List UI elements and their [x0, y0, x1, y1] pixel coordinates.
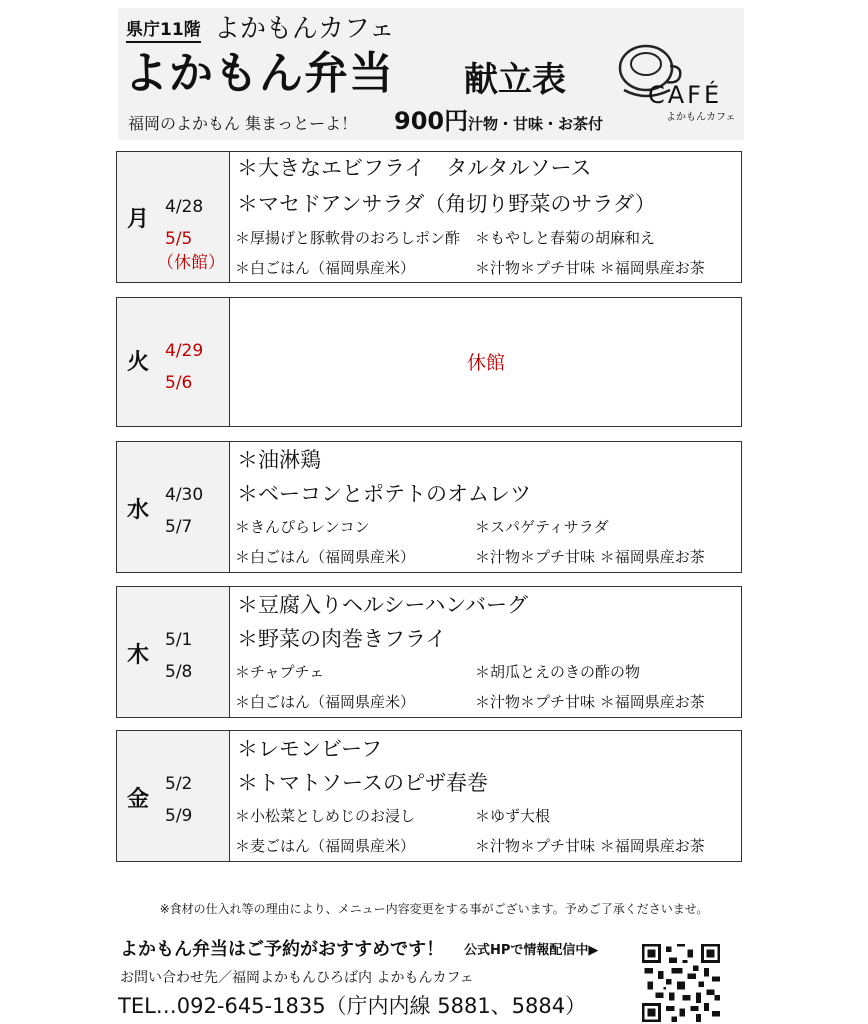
date: 4/28: [165, 197, 204, 217]
day-of-week: 月: [127, 207, 150, 232]
tagline: 福岡のよかもん 集まっとーよ！: [128, 114, 358, 133]
day-label-panel: [117, 298, 230, 426]
date: 5/8: [165, 662, 193, 682]
menu-panel: [231, 152, 741, 282]
date-closed: 5/5: [165, 229, 193, 249]
rice-item: ＊白ごはん（福岡県産米）: [235, 259, 416, 277]
menu-day-monday: [116, 151, 742, 283]
logo-subtext: よかもんカフェ: [666, 112, 736, 123]
logo-text: CAFÉ: [648, 81, 723, 109]
side-dish: ＊ゆず大根: [475, 807, 551, 825]
side-dish: ＊もやしと春菊の胡麻和え: [475, 229, 656, 247]
day-label-panel: [117, 152, 230, 282]
day-of-week: 木: [127, 643, 150, 668]
date: 4/30: [165, 485, 204, 505]
menu-panel: [231, 587, 741, 717]
header: [118, 8, 744, 140]
menu-day-friday: [116, 730, 742, 862]
day-label-panel: [117, 442, 230, 572]
rice-item: ＊白ごはん（福岡県産米）: [235, 548, 416, 566]
date: 5/7: [165, 517, 193, 537]
page-subtitle: 献立表: [464, 60, 566, 100]
main-dish: ＊野菜の肉巻きフライ: [237, 627, 447, 651]
day-of-week: 火: [127, 350, 150, 375]
side-dish: ＊チャプチェ: [235, 663, 325, 681]
menu-day-tuesday: [116, 297, 742, 427]
extras-item: ＊汁物＊プチ甘味 ＊福岡県産お茶: [475, 548, 705, 566]
menu-day-thursday: [116, 586, 742, 718]
qr-code-icon[interactable]: [642, 944, 720, 1022]
main-dish: ＊マセドアンサラダ（角切り野菜のサラダ）: [237, 192, 656, 216]
cafe-name: よかもんカフェ: [214, 14, 395, 44]
menu-panel: [231, 298, 741, 426]
side-dish: ＊胡瓜とえのきの酢の物: [475, 663, 641, 681]
official-hp-link[interactable]: 公式HPで情報配信中▶: [464, 943, 599, 958]
date-closed: 5/6: [165, 373, 193, 393]
reservation-message: よかもん弁当はご予約がおすすめです！: [120, 939, 445, 960]
extras-item: ＊汁物＊プチ甘味 ＊福岡県産お茶: [475, 837, 705, 855]
rice-item: ＊麦ごはん（福岡県産米）: [235, 837, 416, 855]
date: 5/2: [165, 774, 193, 794]
closed-label: 休館: [466, 352, 505, 374]
change-notice: ※食材の仕入れ等の理由により、メニュー内容変更をする事がございます。予めご了承くださいませ。: [159, 902, 709, 916]
day-of-week: 水: [127, 498, 150, 523]
menu-panel: [231, 731, 741, 861]
rice-item: ＊白ごはん（福岡県産米）: [235, 693, 416, 711]
extras-item: ＊汁物＊プチ甘味 ＊福岡県産お茶: [475, 259, 705, 277]
side-dish: ＊厚揚げと豚軟骨のおろしポン酢: [235, 229, 461, 247]
day-of-week: 金: [127, 787, 150, 812]
main-dish: ＊トマトソースのピザ春巻: [237, 771, 488, 795]
side-dish: ＊スパゲティサラダ: [475, 518, 609, 536]
main-dish: ＊油淋鶏: [237, 448, 321, 472]
day-label-panel: [117, 731, 230, 861]
extras-item: ＊汁物＊プチ甘味 ＊福岡県産お茶: [475, 693, 705, 711]
side-dish: ＊きんぴらレンコン: [235, 518, 370, 536]
main-dish: ＊レモンビーフ: [237, 737, 383, 761]
menu-panel: [231, 442, 741, 572]
main-dish: ＊大きなエビフライ タルタルソース: [237, 156, 592, 180]
main-dish: ＊ベーコンとポテトのオムレツ: [237, 482, 531, 506]
main-dish: ＊豆腐入りヘルシーハンバーグ: [237, 593, 528, 617]
closed-note: （休館）: [157, 253, 225, 273]
page-title: よかもん弁当: [124, 48, 394, 99]
date: 5/9: [165, 806, 193, 826]
phone-number[interactable]: TEL…092-645-1835（庁内内線 5881、5884）: [118, 994, 587, 1018]
date-closed: 4/29: [165, 341, 204, 361]
day-label-panel: [117, 587, 230, 717]
menu-day-wednesday: [116, 441, 742, 573]
price: 900円: [394, 107, 469, 135]
date: 5/1: [165, 630, 193, 650]
price-note: 汁物・甘味・お茶付: [468, 115, 604, 133]
venue-tag: 県庁11階: [126, 20, 201, 43]
side-dish: ＊小松菜としめじのお浸し: [235, 807, 416, 825]
contact-info: お問い合わせ先／福岡よかもんひろば内 よかもんカフェ: [120, 970, 474, 986]
